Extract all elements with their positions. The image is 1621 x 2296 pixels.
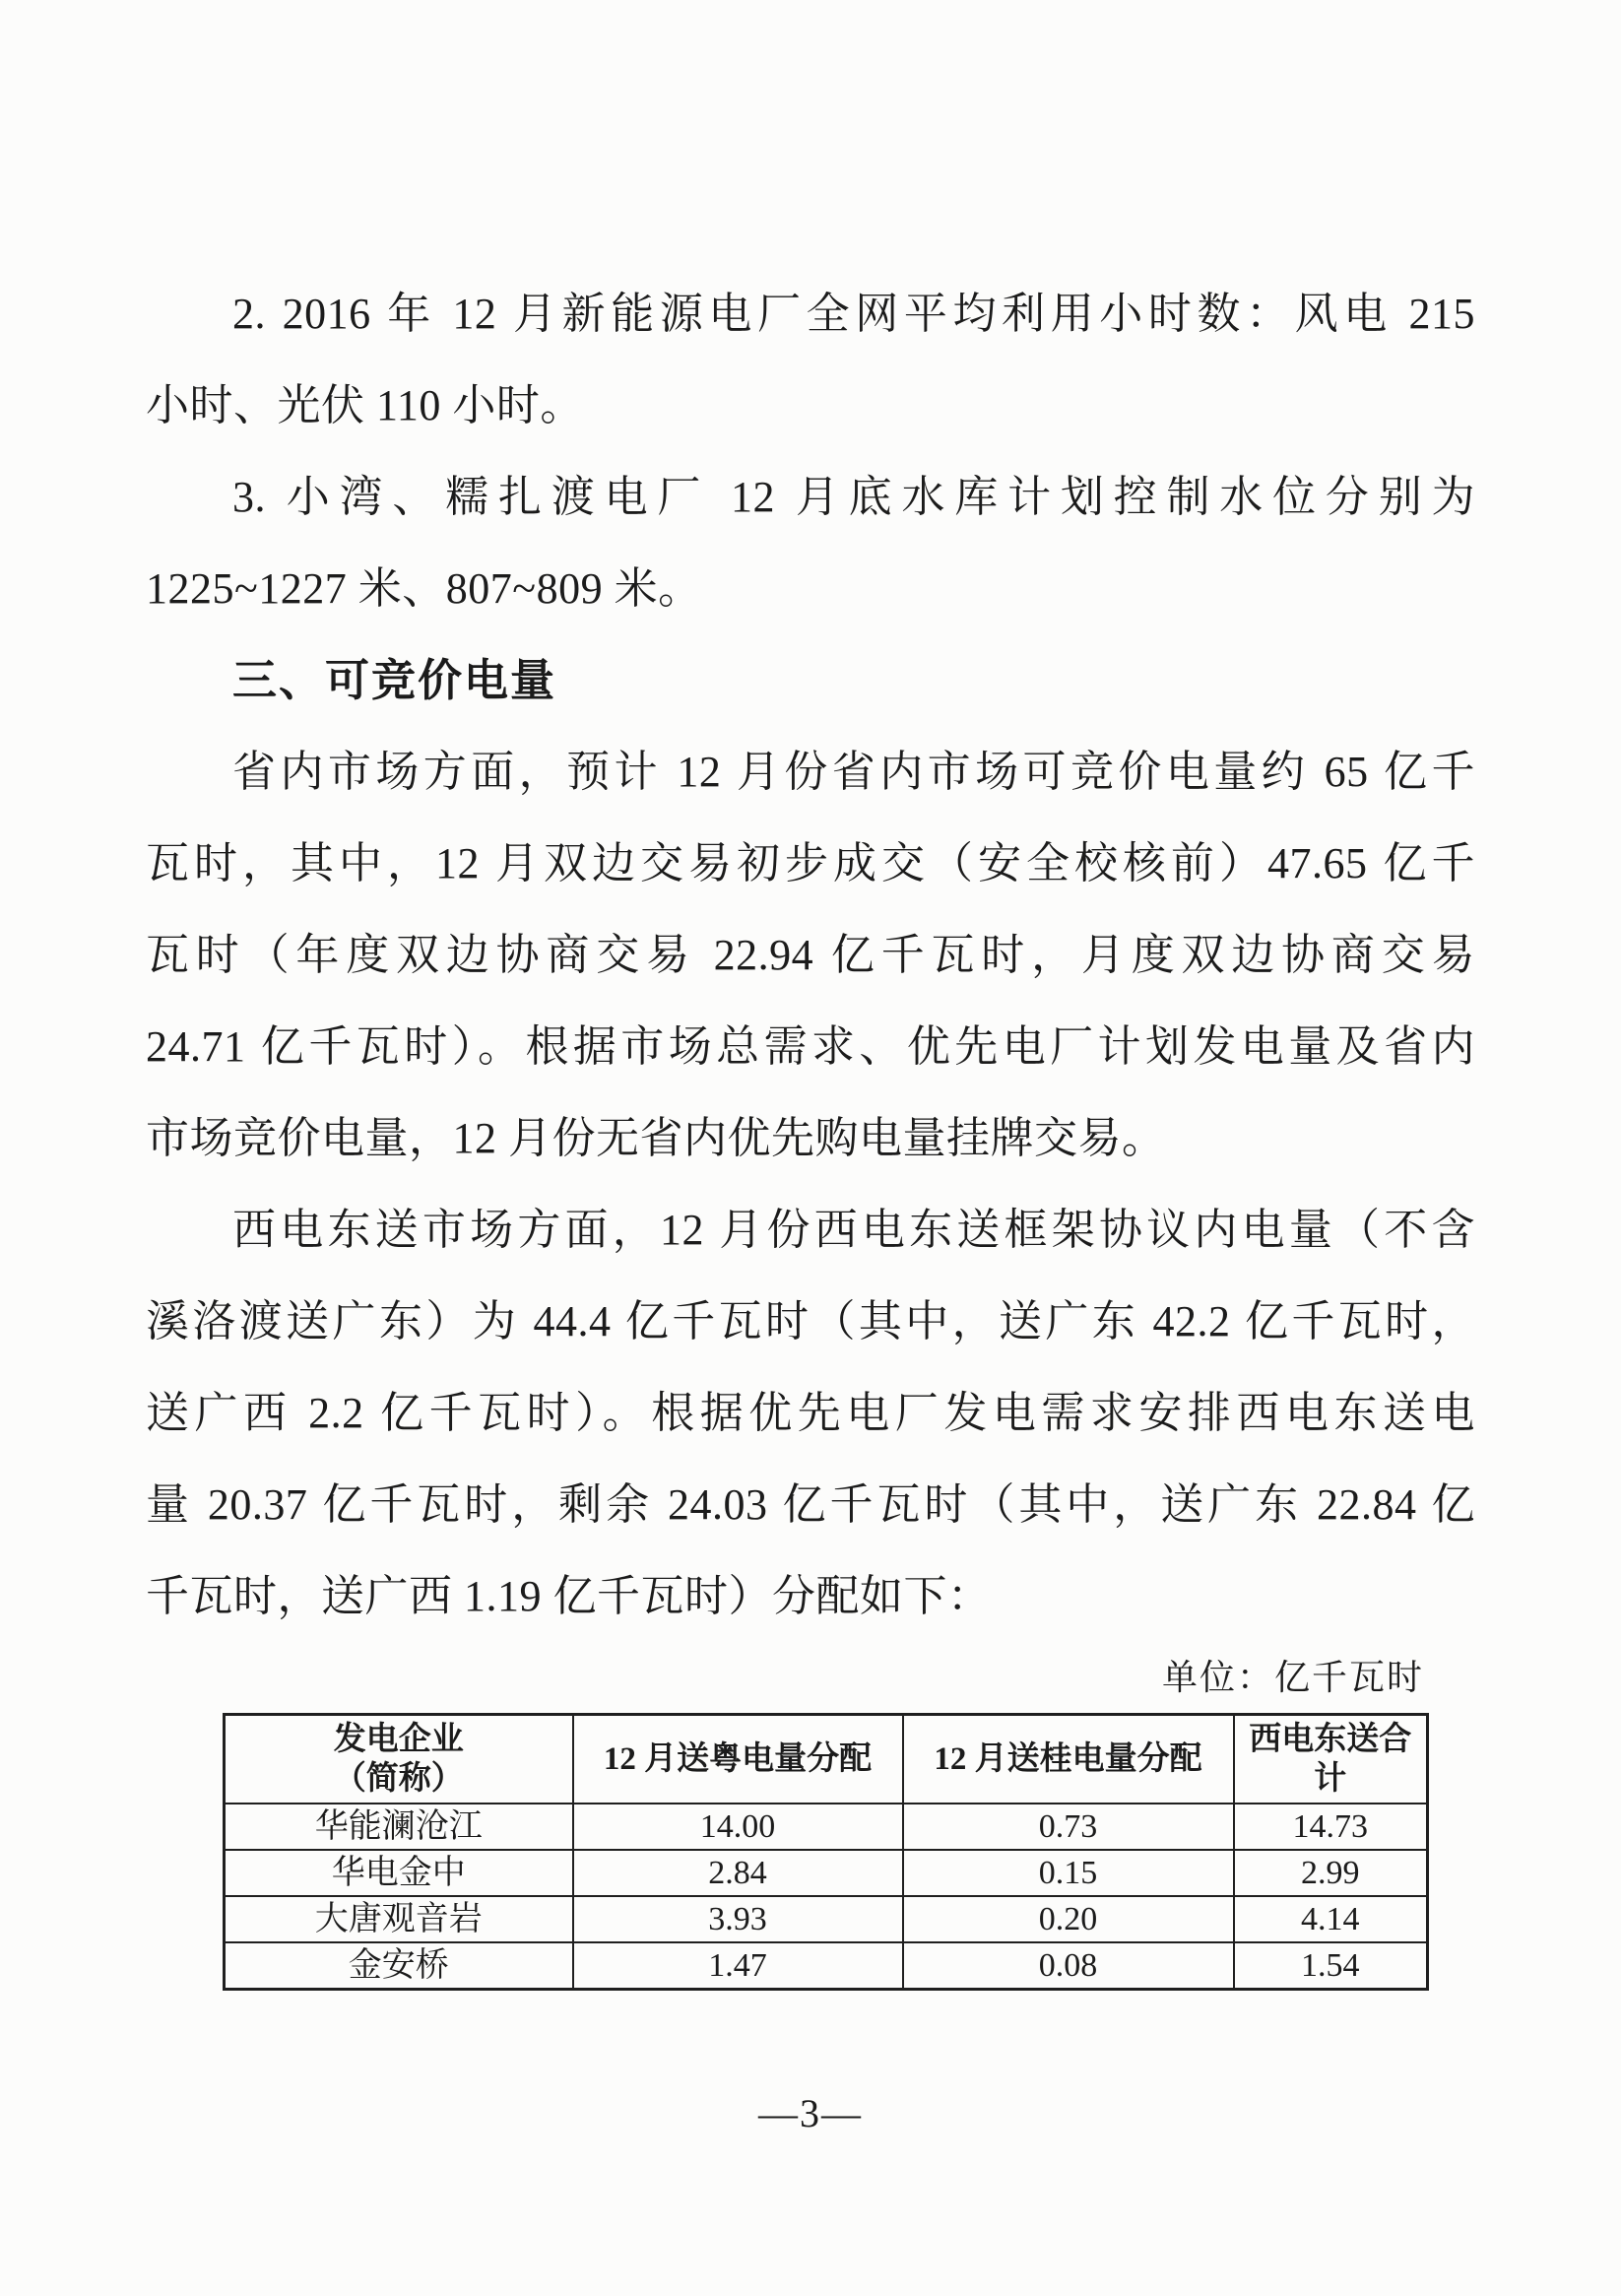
west-east-line-5: 千瓦时，送广西 1.19 亿千瓦时）分配如下： bbox=[146, 1572, 992, 1620]
company-name-cell: 大唐观音岩 bbox=[225, 1896, 573, 1942]
guangdong-value-cell: 1.47 bbox=[573, 1942, 903, 1990]
provincial-market-line-3: 瓦时（年度双边协商交易 22.94 亿千瓦时，月度双边协商交易 bbox=[146, 931, 1475, 979]
total-value-cell: 2.99 bbox=[1234, 1850, 1428, 1896]
paragraph-2-line-1: 2. 2016 年 12 月新能源电厂全网平均利用小时数：风电 215 bbox=[232, 290, 1475, 338]
table-row bbox=[225, 1942, 1428, 1990]
header-total: 西电东送合计 bbox=[1234, 1715, 1428, 1804]
company-name-cell: 华电金中 bbox=[225, 1850, 573, 1896]
page-number: —3— bbox=[758, 2091, 863, 2135]
table-row bbox=[225, 1850, 1428, 1896]
paragraph-2-line-2: 小时、光伏 110 小时。 bbox=[146, 381, 584, 429]
company-name-cell: 华能澜沧江 bbox=[225, 1804, 573, 1850]
company-name-cell: 金安桥 bbox=[225, 1942, 573, 1990]
table-header-row bbox=[225, 1715, 1428, 1804]
total-value-cell: 1.54 bbox=[1234, 1942, 1428, 1990]
table-row bbox=[225, 1896, 1428, 1942]
table-row bbox=[225, 1804, 1428, 1850]
header-guangdong-allocation: 12 月送粤电量分配 bbox=[573, 1715, 903, 1804]
section-heading: 三、可竞价电量 bbox=[232, 655, 557, 705]
header-company-line-2: （简称） bbox=[333, 1761, 464, 1797]
guangxi-value-cell: 0.15 bbox=[903, 1850, 1234, 1896]
guangdong-value-cell: 3.93 bbox=[573, 1896, 903, 1942]
paragraph-3-line-1: 3. 小湾、糯扎渡电厂 12 月底水库计划控制水位分别为 bbox=[232, 473, 1475, 521]
provincial-market-line-1: 省内市场方面，预计 12 月份省内市场可竞价电量约 65 亿千 bbox=[232, 748, 1475, 796]
header-company bbox=[225, 1715, 573, 1804]
total-value-cell: 4.14 bbox=[1234, 1896, 1428, 1942]
provincial-market-line-5: 市场竞价电量，12 月份无省内优先购电量挂牌交易。 bbox=[146, 1114, 1166, 1162]
header-company-line-1: 发电企业 bbox=[333, 1722, 464, 1757]
allocation-table bbox=[223, 1713, 1429, 1991]
guangxi-value-cell: 0.08 bbox=[903, 1942, 1234, 1990]
total-value-cell: 14.73 bbox=[1234, 1804, 1428, 1850]
guangdong-value-cell: 2.84 bbox=[573, 1850, 903, 1896]
west-east-line-3: 送广西 2.2 亿千瓦时）。根据优先电厂发电需求安排西电东送电 bbox=[146, 1389, 1475, 1437]
west-east-line-1: 西电东送市场方面，12 月份西电东送框架协议内电量（不含 bbox=[232, 1206, 1475, 1254]
header-guangxi-allocation: 12 月送桂电量分配 bbox=[903, 1715, 1234, 1804]
table-unit-label: 单位：亿千瓦时 bbox=[1161, 1658, 1424, 1697]
paragraph-3-line-2: 1225~1227 米、807~809 米。 bbox=[146, 564, 702, 613]
provincial-market-line-4: 24.71 亿千瓦时）。根据市场总需求、优先电厂计划发电量及省内 bbox=[146, 1022, 1475, 1071]
west-east-line-2: 溪洛渡送广东）为 44.4 亿千瓦时（其中，送广东 42.2 亿千瓦时， bbox=[146, 1297, 1475, 1345]
guangxi-value-cell: 0.73 bbox=[903, 1804, 1234, 1850]
document-body bbox=[146, 268, 1475, 1991]
guangxi-value-cell: 0.20 bbox=[903, 1896, 1234, 1942]
guangdong-value-cell: 14.00 bbox=[573, 1804, 903, 1850]
west-east-line-4: 量 20.37 亿千瓦时，剩余 24.03 亿千瓦时（其中，送广东 22.84 亿 bbox=[146, 1480, 1475, 1529]
provincial-market-line-2: 瓦时，其中，12 月双边交易初步成交（安全校核前）47.65 亿千 bbox=[146, 839, 1475, 887]
